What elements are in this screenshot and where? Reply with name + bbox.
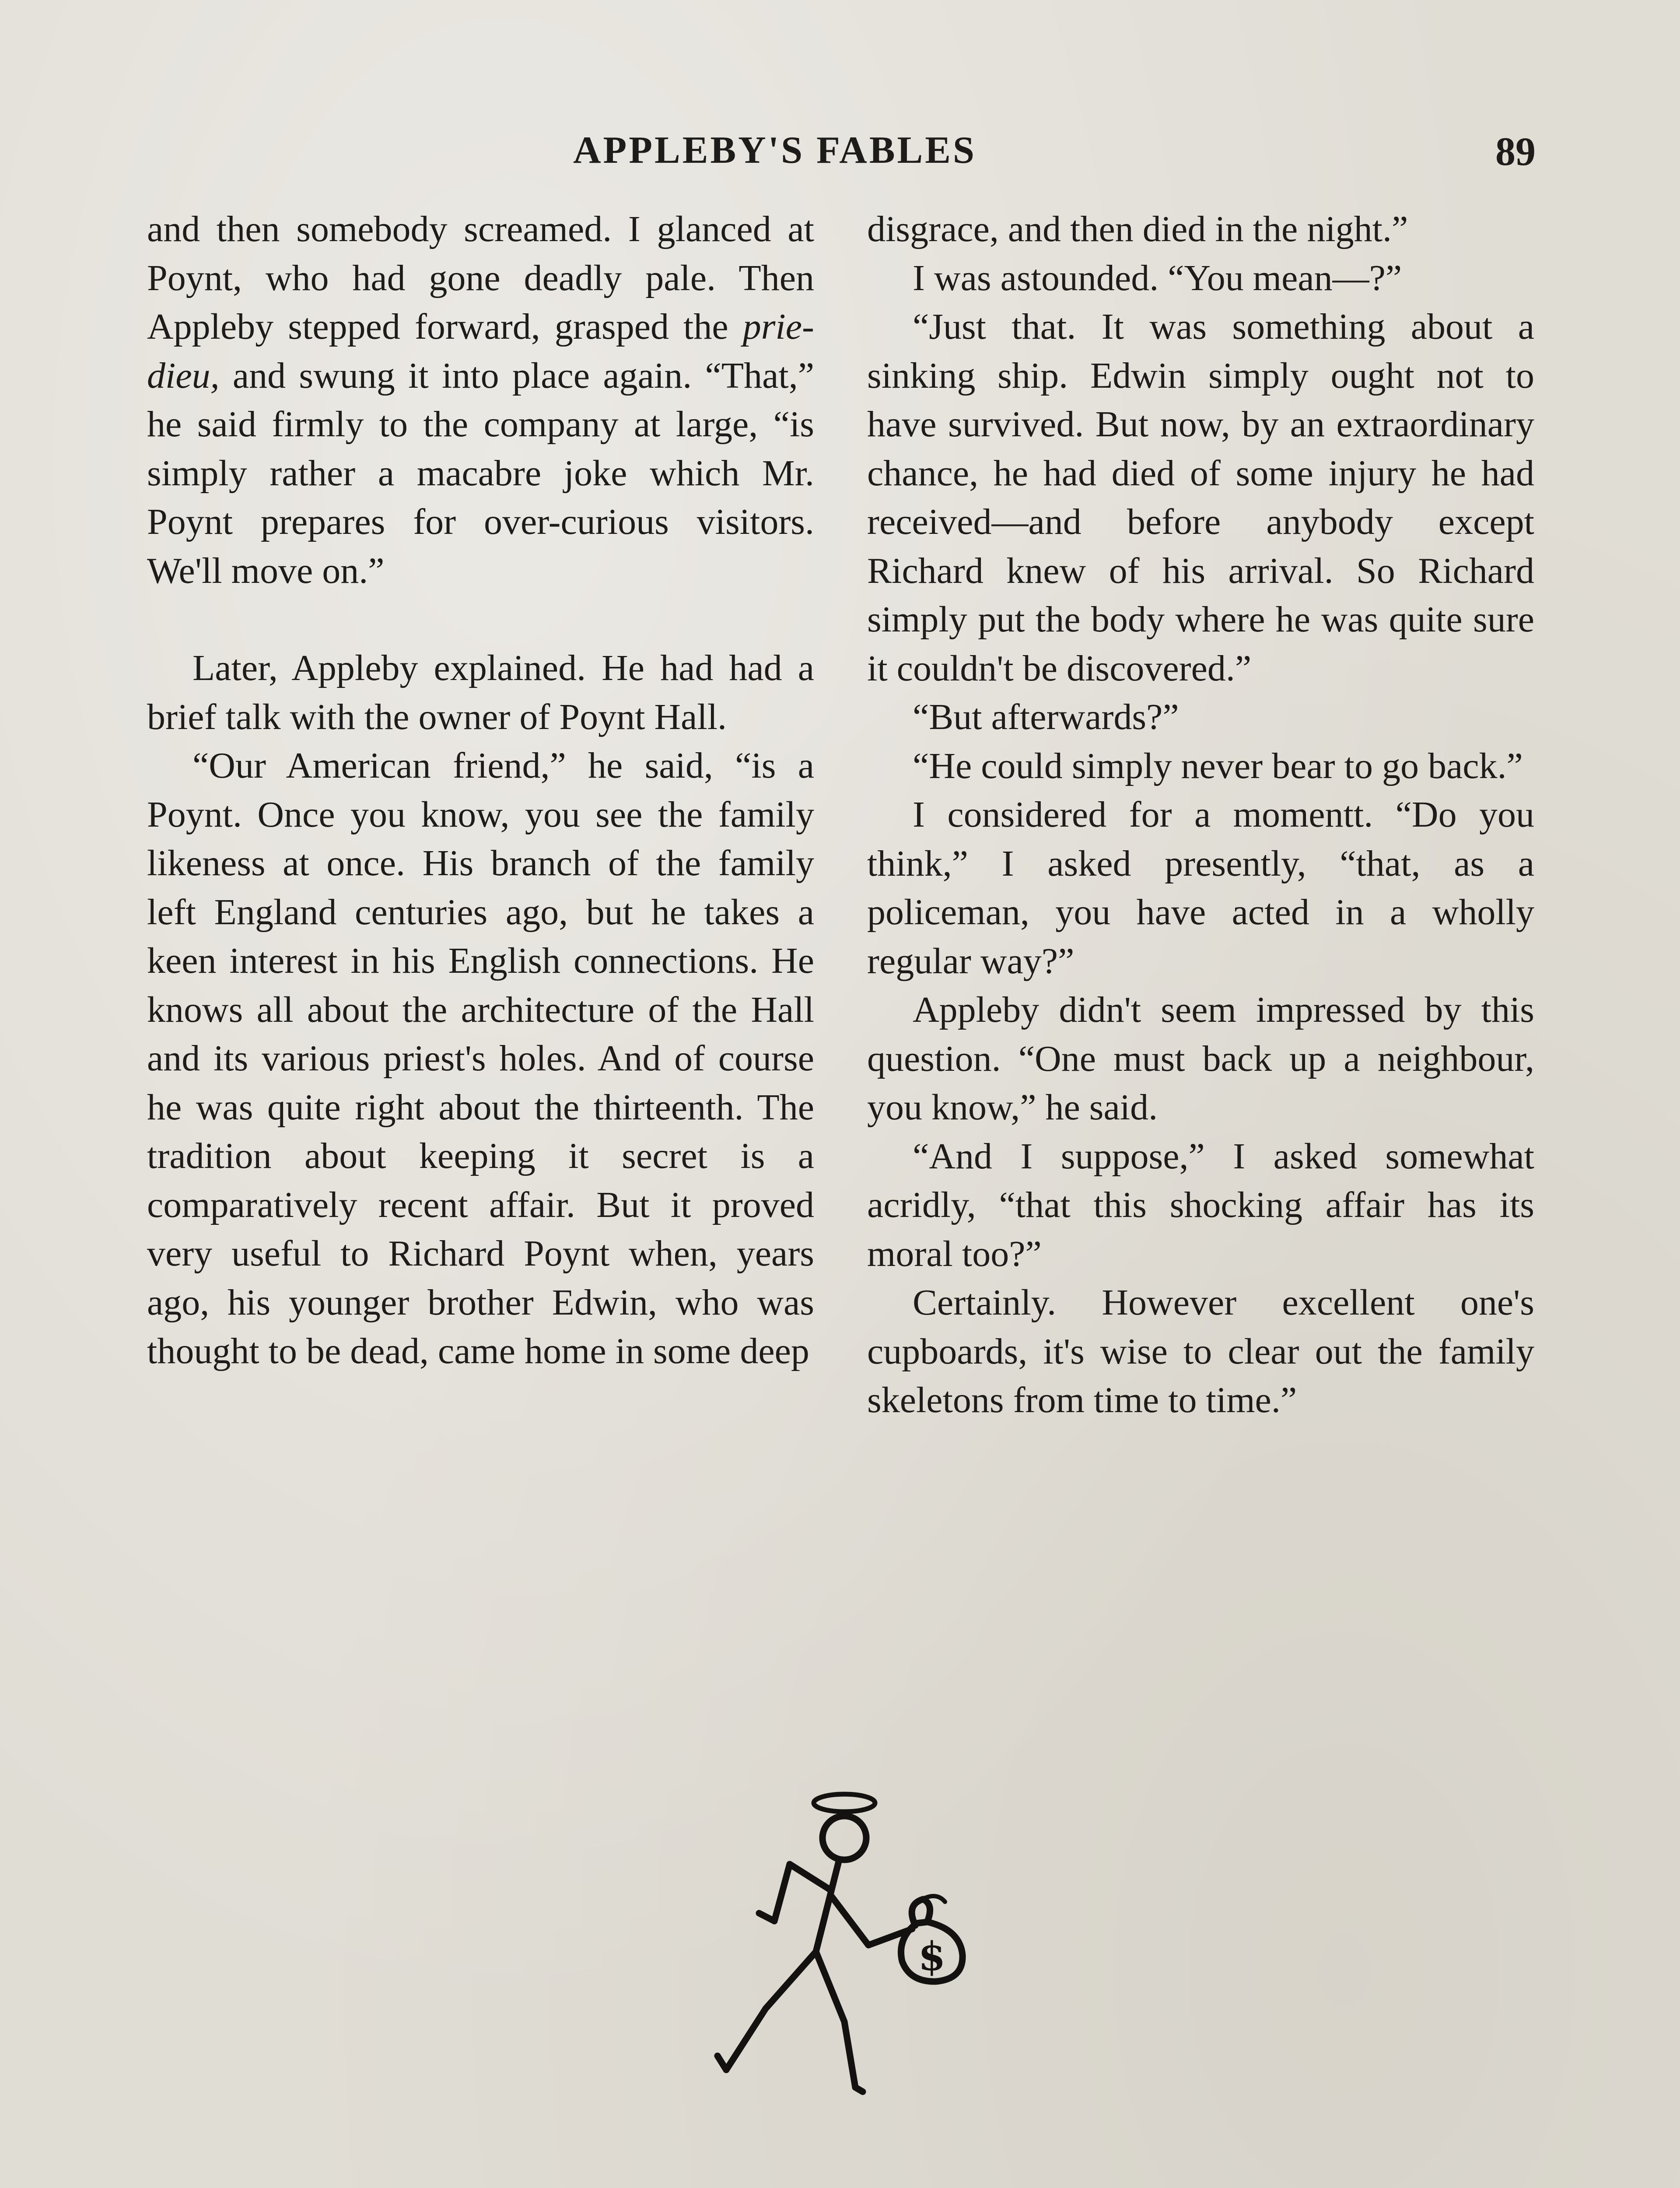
paragraph-text: and then somebody screamed. I glanced at Poynt, who had gone deadly pale. Then Appleby stepped forward, grasped the	[147, 209, 814, 347]
paragraph: “Our American friend,” he said, “is a Poynt. Once you know, you see the family likeness at once. His branch of the family left England centuries ago, but he takes a keen interest in his English connections. He knows all about the architecture of the Hall and its various priest's holes. And of course he was quite right about the thirteenth. The tradition about keeping it secret is a comparatively recent affair. But it proved very useful to Richard Poynt when, years ago, his younger brother Edwin, who was thought to be dead, came home in some deep	[147, 745, 814, 1371]
paragraph-text: and swung it into place again. “That,” he said firmly to the company at large, “is simply rather a macabre joke which Mr. Poynt prepares for over-curious visitors. We'll move on.”	[147, 355, 814, 591]
paragraph: I considered for a momentt. “Do you think,” I asked presently, “that, as a policeman, you have acted in a wholly regular way?”	[867, 794, 1534, 982]
page-number: 89	[1495, 129, 1536, 174]
paragraph: I was astounded. “You mean—?”	[913, 257, 1402, 298]
paragraph: Appleby didn't seem impressed by this question. “One must back up a neighbour, you know,” he said.	[867, 989, 1534, 1128]
haloed-stick-figure-with-money-bag-icon	[700, 1790, 1015, 2122]
italic-term: prie-dieu,	[147, 306, 814, 396]
running-head-title: APPLEBY'S FABLES	[573, 129, 976, 172]
paragraph: Certainly. However excellent one's cupboards, it's wise to clear out the family skeletons from time to time.”	[867, 1282, 1534, 1420]
paragraph: disgrace, and then died in the night.”	[867, 209, 1408, 249]
paragraph: “But afterwards?”	[913, 697, 1179, 737]
dollar-sign: $	[918, 1933, 946, 1980]
paragraph: “Just that. It was something about a sinking ship. Edwin simply ought not to have survived. But now, by an extraordinary chance, he had died of some injury he had received—and before anybody except Richard knew of his arrival. So Richard simply put the body where he was quite sure it couldn't be discovered.”	[867, 306, 1534, 689]
paragraph: “He could simply never bear to go back.”	[913, 745, 1523, 786]
right-column	[867, 205, 1534, 1425]
paragraph: “And I suppose,” I asked somewhat acridly, “that this shocking affair has its moral too?”	[867, 1136, 1534, 1274]
paragraph	[147, 205, 814, 595]
paragraph: Later, Appleby explained. He had had a brief talk with the owner of Poynt Hall.	[147, 648, 814, 737]
left-column	[147, 205, 814, 1376]
